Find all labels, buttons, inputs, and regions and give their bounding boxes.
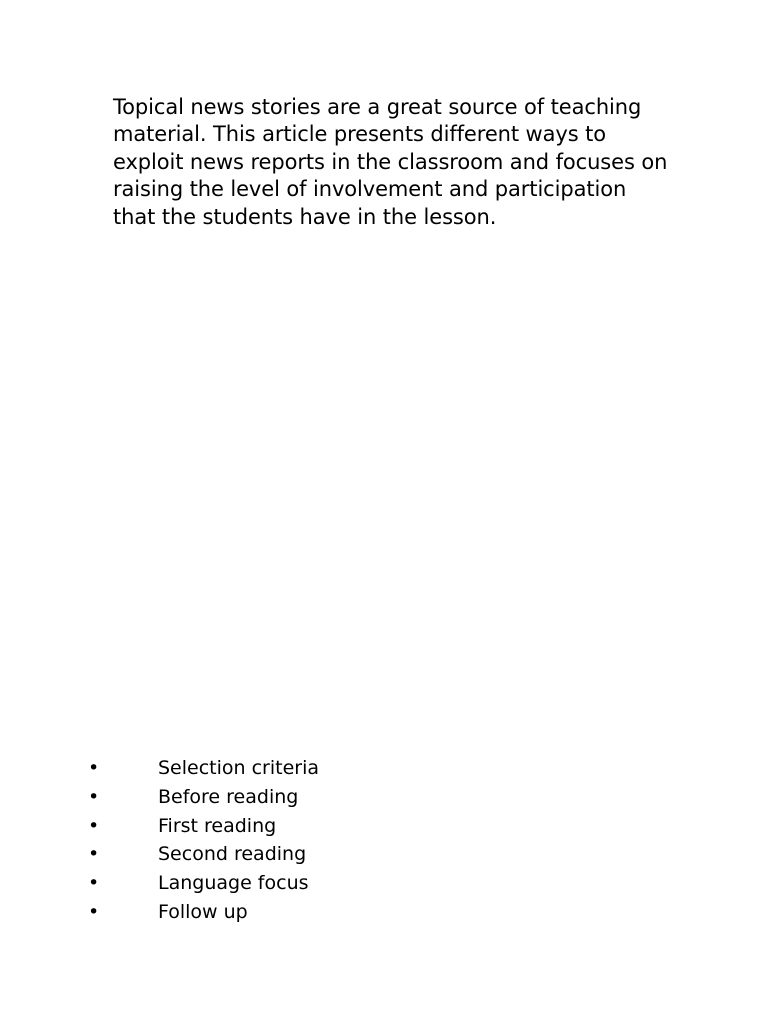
list-item-label: Selection criteria bbox=[158, 757, 320, 779]
bullet-icon: • bbox=[88, 757, 100, 779]
bullet-icon: • bbox=[88, 785, 100, 808]
list-item-label: Follow up bbox=[158, 900, 248, 923]
list-item-label: First reading bbox=[158, 814, 277, 837]
intro-paragraph: Topical news stories are a great source of teaching material. This article presents different ways to exploit news reports in the classroom and focuses on raising the level of involvement and participation that the students have in the lesson. bbox=[113, 95, 668, 229]
bullet-icon: • bbox=[88, 872, 100, 895]
bullet-icon: • bbox=[88, 900, 100, 923]
list-item-label: Language focus bbox=[158, 872, 309, 895]
bullet-icon: • bbox=[88, 814, 100, 837]
list-item-label: Second reading bbox=[158, 843, 307, 866]
bullet-icon: • bbox=[88, 843, 100, 866]
list-item-label: Before reading bbox=[158, 785, 299, 808]
